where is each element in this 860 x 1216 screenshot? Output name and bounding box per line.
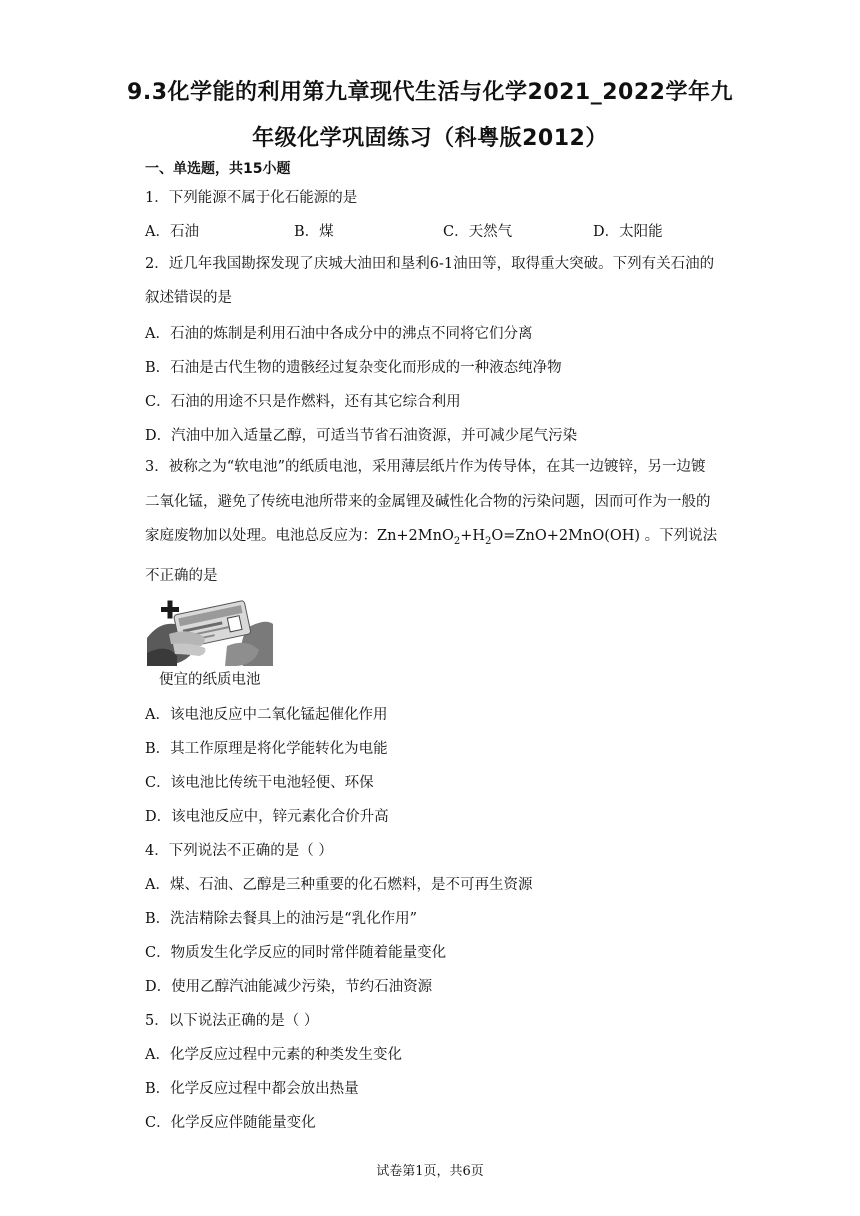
question-3-option-a: A．该电池反应中二氧化锰起催化作用 <box>145 707 388 723</box>
title-line-1: 9.3化学能的利用第九章现代生活与化学2021_2022学年九 <box>127 80 733 105</box>
question-2-option-c: C．石油的用途不只是作燃料，还有其它综合利用 <box>145 394 461 410</box>
page-title <box>120 70 740 162</box>
question-5-option-b: B．化学反应过程中都会放出热量 <box>145 1081 359 1097</box>
section-heading: 一、单选题，共15小题 <box>145 161 291 177</box>
question-3-stem-mid: +H <box>460 528 486 544</box>
question-3-stem-part-2: O=ZnO+2MnO(OH) 。下列说法不正确的是 <box>145 528 718 585</box>
question-4-option-a: A．煤、石油、乙醇是三种重要的化石燃料，是不可再生资源 <box>145 877 533 893</box>
question-3-stem-part-1: 3．被称之为“软电池”的纸质电池，采用薄层纸片作为传导体，在其一边镀锌，另一边镀二氧化锰，避免了传统电池所带来的金属锂及碱性化合物的污染问题，因而可作为一般的家庭废物加以处理。电池总反应为：Zn+2MnO <box>145 459 711 544</box>
question-3-option-b: B．其工作原理是将化学能转化为电能 <box>145 741 388 757</box>
question-4-option-c: C．物质发生化学反应的同时常伴随着能量变化 <box>145 945 447 961</box>
question-3-stem <box>145 450 720 594</box>
question-2-option-a: A．石油的炼制是利用石油中各成分中的沸点不同将它们分离 <box>145 326 533 342</box>
question-2-option-b: B．石油是古代生物的遗骸经过复杂变化而形成的一种液态纯净物 <box>145 360 562 376</box>
question-1-option-b: B．煤 <box>294 224 334 240</box>
question-5-stem: 5．以下说法正确的是（ ） <box>145 1013 319 1029</box>
question-3-option-c: C．该电池比传统干电池轻便、环保 <box>145 775 374 791</box>
page-footer: 试卷第1页，共6页 <box>376 1164 484 1179</box>
question-2-option-d: D．汽油中加入适量乙醇，可适当节省石油资源，并可减少尾气污染 <box>145 428 578 444</box>
title-line-2: 年级化学巩固练习（科粤版2012） <box>252 126 608 151</box>
question-3-subscript-2: 2 <box>485 535 492 547</box>
question-1-option-c: C．天然气 <box>443 224 513 240</box>
question-2-stem: 2．近几年我国勘探发现了庆城大油田和垦利6-1油田等，取得重大突破。下列有关石油的叙述错误的是 <box>145 256 715 306</box>
question-4-stem: 4．下列说法不正确的是（ ） <box>145 843 333 859</box>
question-3-subscript-1: 2 <box>453 535 461 547</box>
question-1-stem: 1．下列能源不属于化石能源的是 <box>145 190 358 206</box>
question-3-option-d: D．该电池反应中，锌元素化合价升高 <box>145 809 389 825</box>
question-5-option-c: C．化学反应伴随能量变化 <box>145 1115 316 1131</box>
question-4-option-b: B．洗洁精除去餐具上的油污是“乳化作用” <box>145 911 417 927</box>
photo-caption: 便宜的纸质电池 <box>159 672 261 688</box>
question-4-option-d: D．使用乙醇汽油能减少污染，节约石油资源 <box>145 979 433 995</box>
question-1-option-d: D．太阳能 <box>593 224 663 240</box>
question-1-option-a: A．石油 <box>145 224 199 240</box>
question-5-option-a: A．化学反应过程中元素的种类发生变化 <box>145 1047 402 1063</box>
paper-battery-photo <box>147 598 273 666</box>
